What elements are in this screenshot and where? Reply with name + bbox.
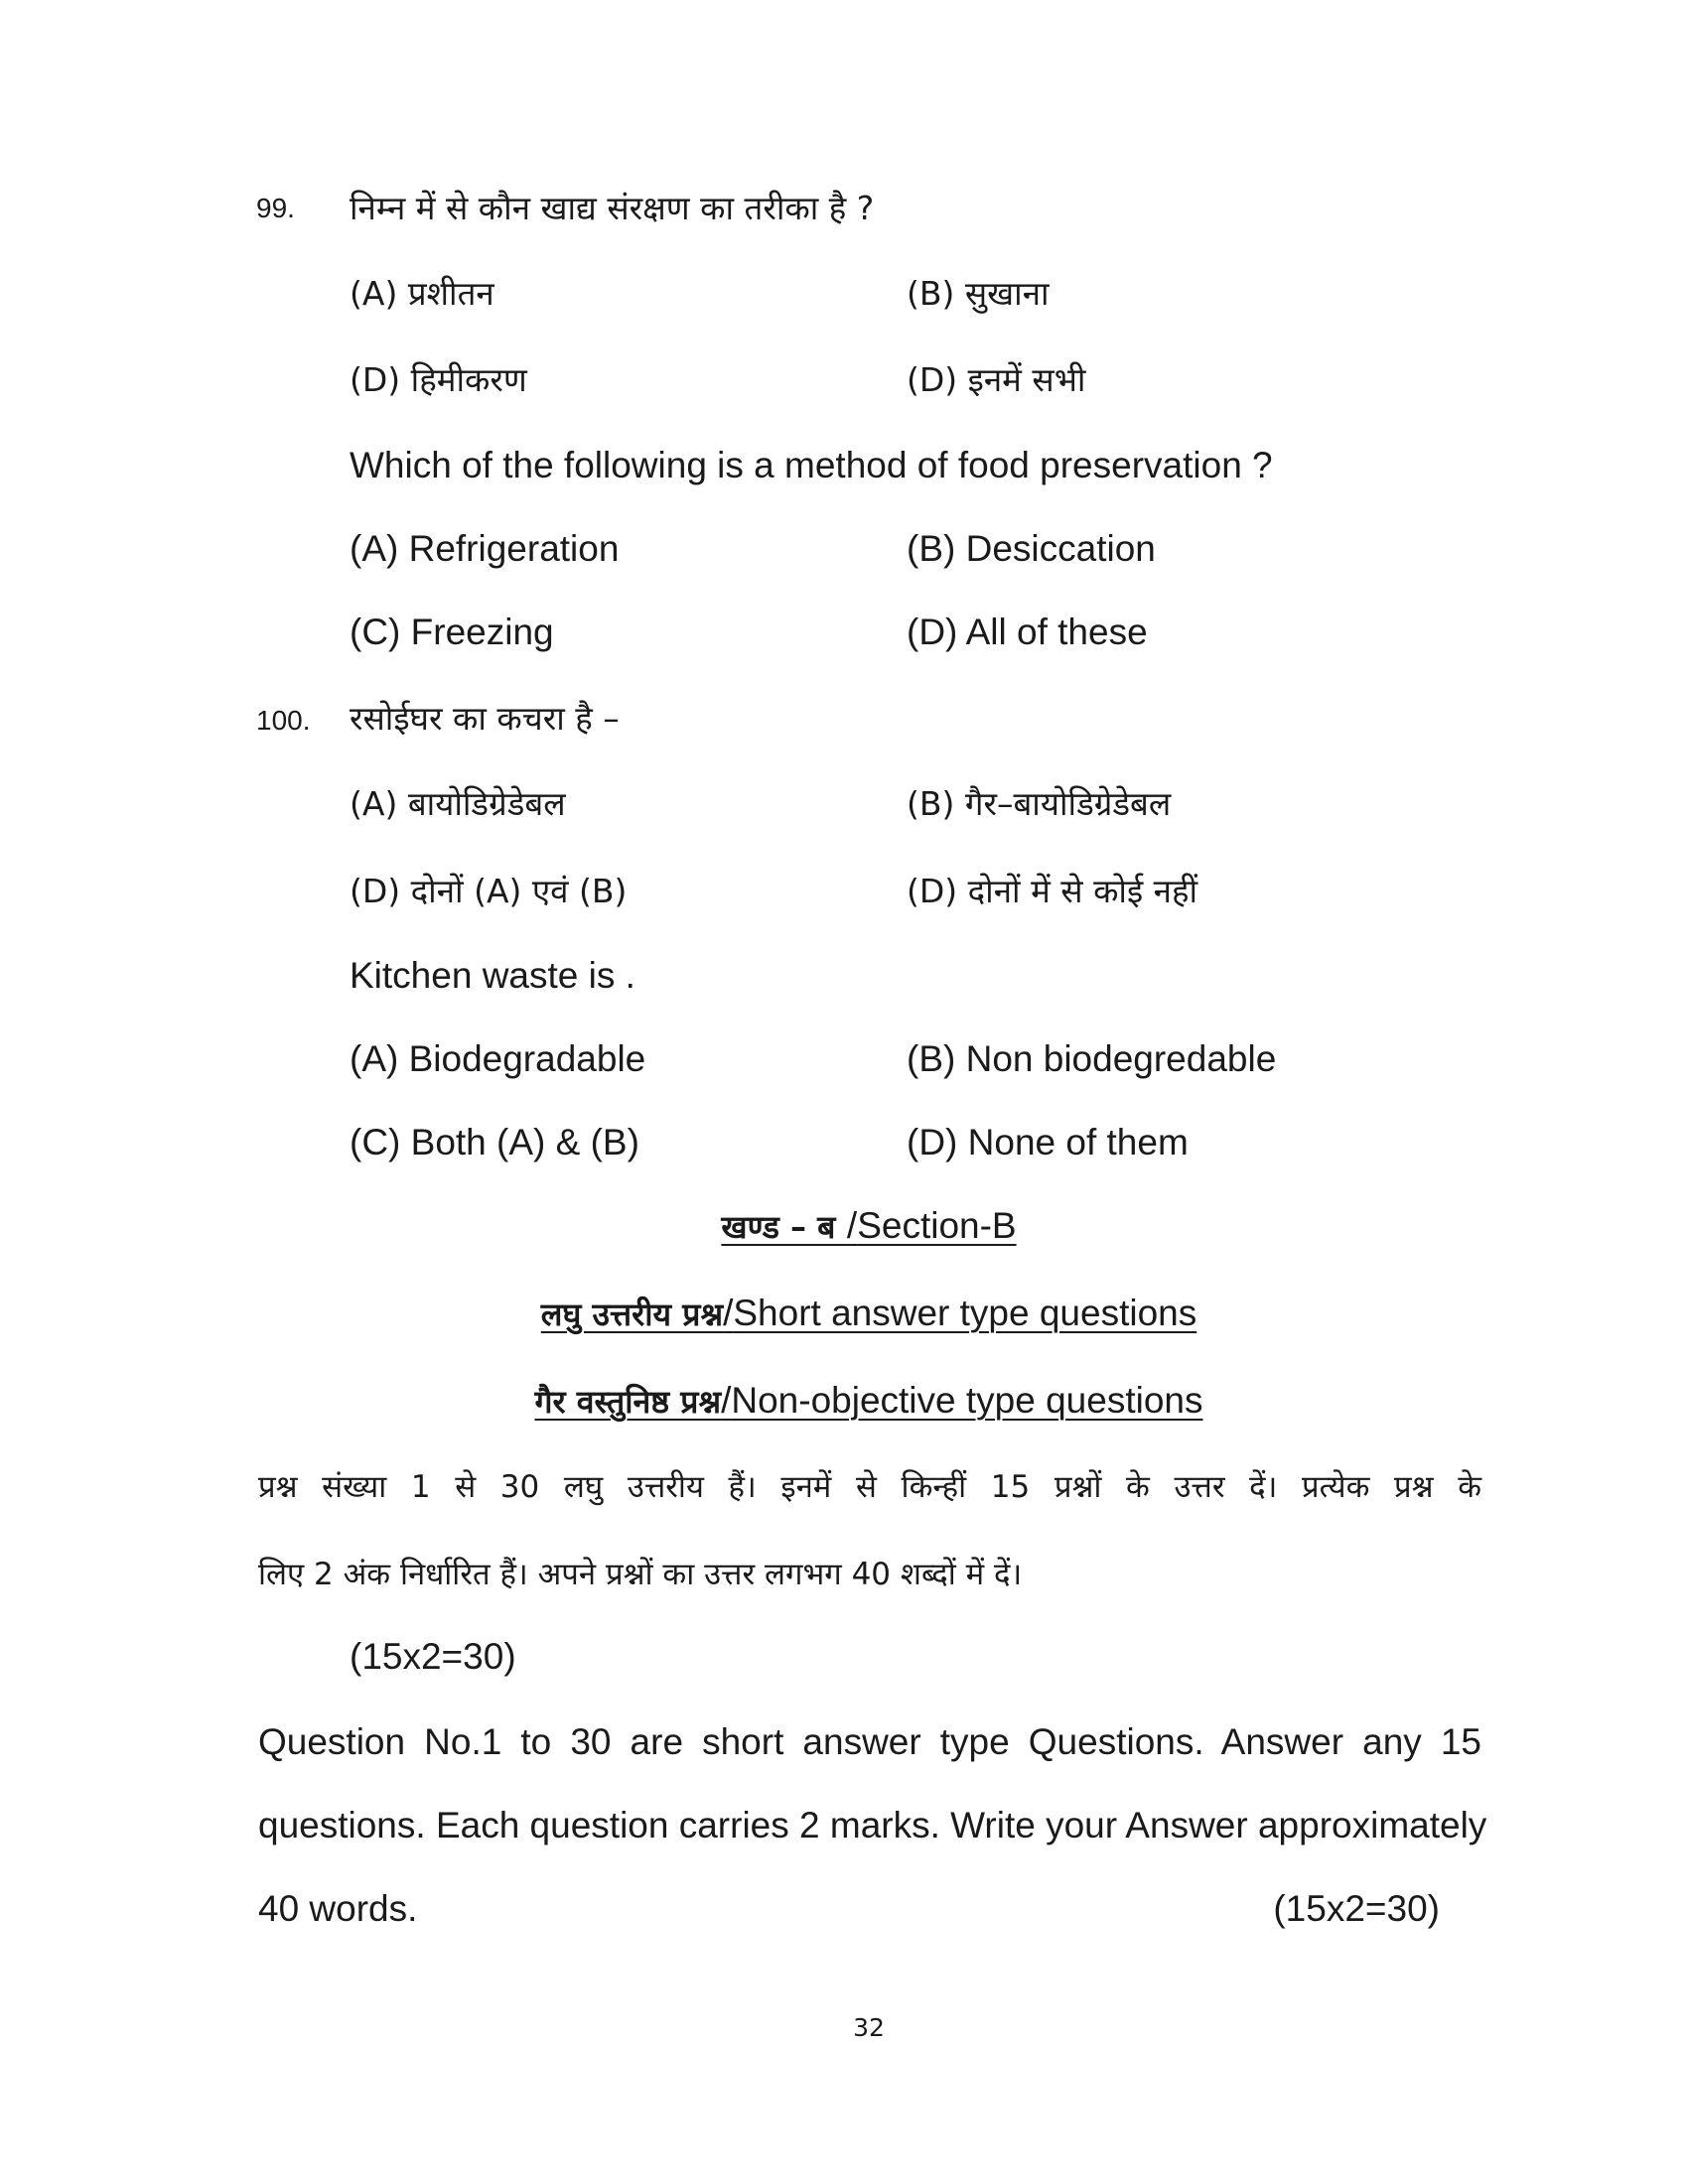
section-title-english: Section-B [857, 1205, 1017, 1246]
instructions-english-line-3 [258, 1888, 1440, 1930]
instructions-hindi-line-1: प्रश्न संख्या 1 से 30 लघु उत्तरीय हैं। इनमें से किन्हीं 15 प्रश्नों के उत्तर दें। प्रत्येक प्रश्न के [258, 1469, 1481, 1505]
option-c-english: (C) Freezing [350, 612, 554, 652]
option-c-hindi: (D) हिमीकरण [350, 360, 527, 399]
option-a-english: (A) Refrigeration [350, 528, 620, 569]
subtitle-english: Short answer type questions [733, 1293, 1197, 1333]
subtitle-hindi: गैर वस्तुनिष्ठ प्रश्न [534, 1383, 722, 1421]
option-b-english: (B) Non biodegredable [907, 1038, 1277, 1079]
question-text-hindi: निम्न में से कौन खाद्य संरक्षण का तरीका है ? [350, 189, 875, 227]
page-number: 32 [853, 2013, 885, 2042]
section-subtitle-non-objective [0, 1380, 1688, 1423]
instructions-hindi-line-2: लिए 2 अंक निर्धारित हैं। अपने प्रश्नों का उत्तर लगभग 40 शब्दों में दें। [258, 1557, 1023, 1592]
subtitle-english: Non-objective type questions [731, 1380, 1203, 1421]
section-separator: / [846, 1205, 858, 1246]
option-c-hindi: (D) दोनों (A) एवं (B) [350, 872, 628, 910]
subtitle-hindi: लघु उत्तरीय प्रश्न [540, 1296, 724, 1333]
question-text-hindi: रसोईघर का कचरा है – [350, 699, 620, 738]
question-text-english: Kitchen waste is . [350, 955, 635, 996]
question-text-english: Which of the following is a method of food preservation ? [350, 445, 1273, 485]
subtitle-separator: / [721, 1380, 732, 1421]
instructions-hindi-marks: (15x2=30) [350, 1636, 516, 1677]
section-title-hindi: खण्ड – ब [721, 1208, 836, 1246]
option-d-english: (D) None of them [907, 1122, 1189, 1162]
option-d-hindi: (D) दोनों में से कोई नहीं [907, 872, 1198, 910]
section-title [0, 1205, 1688, 1248]
option-a-hindi: (A) प्रशीतन [350, 274, 494, 313]
option-a-english: (A) Biodegradable [350, 1038, 646, 1079]
instructions-english-marks: (15x2=30) [1273, 1888, 1440, 1929]
question-number: 100. [256, 705, 311, 736]
option-c-english: (C) Both (A) & (B) [350, 1122, 639, 1162]
option-b-hindi: (B) सुखाना [907, 274, 1050, 313]
option-d-hindi: (D) इनमें सभी [907, 360, 1086, 399]
section-subtitle-short-answer [0, 1293, 1688, 1335]
question-number: 99. [256, 193, 295, 223]
option-b-english: (B) Desiccation [907, 528, 1156, 569]
instructions-english-line-1: Question No.1 to 30 are short answer type Questions. Answer any 15 [258, 1721, 1481, 1762]
option-a-hindi: (A) बायोडिग्रेडेबल [350, 784, 566, 823]
subtitle-separator: / [723, 1293, 734, 1333]
option-b-hindi: (B) गैर–बायोडिग्रेडेबल [907, 784, 1172, 823]
instructions-english-words: 40 words. [258, 1888, 418, 1929]
instructions-english-line-2: questions. Each question carries 2 marks. Write your Answer approximately [258, 1805, 1487, 1845]
option-d-english: (D) All of these [907, 612, 1148, 652]
